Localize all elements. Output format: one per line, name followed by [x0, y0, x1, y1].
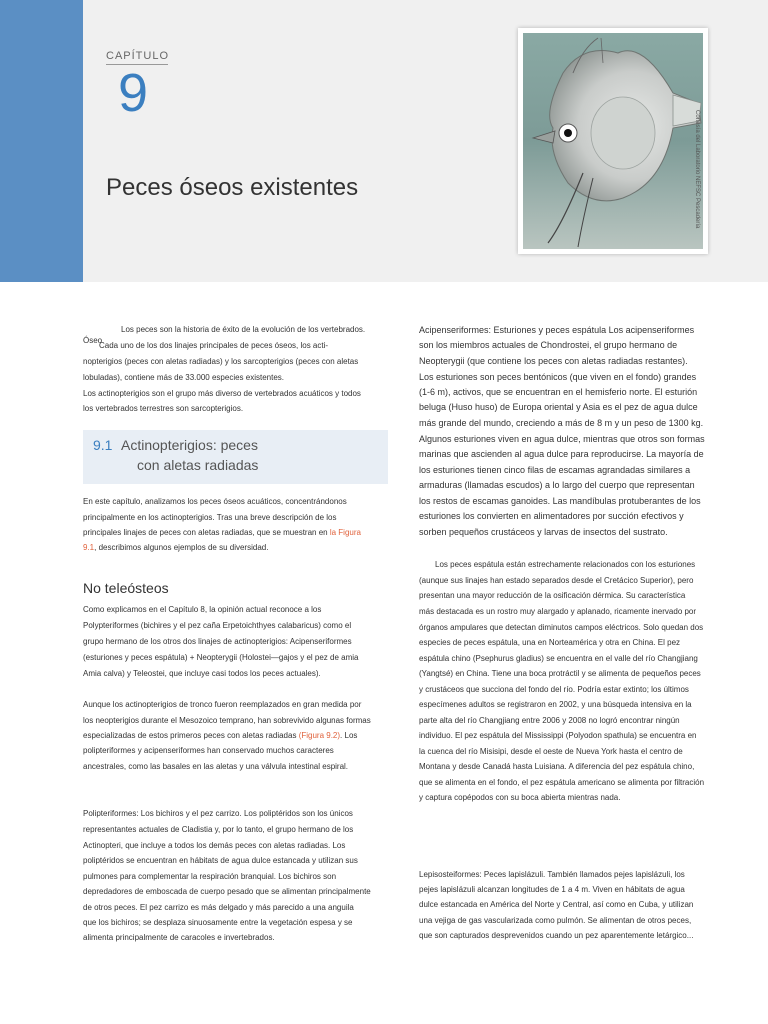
right-line: más destacada es un rostro muy alargado y aplanado, ricamente inervado por — [419, 607, 697, 616]
figure-link[interactable]: (Figura 9.2) — [298, 731, 341, 740]
chapter-number: 9 — [118, 63, 149, 123]
right-line: que son capturados desprevenidos cuando un pez aparentemente letárgico... — [419, 931, 694, 940]
right-line: la cuenca del río Misisipi, desde el oeste de Nueva York hasta el centro de — [419, 747, 683, 756]
subheading: No teleósteos — [83, 580, 169, 596]
right-line: una vejiga de gas vascularizada como pulmón. Se alimentan de otros peces, — [419, 916, 692, 925]
fish-photo — [518, 28, 708, 254]
para-line: de otros peces. El pez carrizo es más delgado y más parecido a una anguila — [83, 903, 354, 912]
para-line: Polipteriformes: Los bichiros y el pez carrizo. Los poliptéridos son los únicos — [83, 809, 353, 818]
photo-credit: Cortesía del Laboratorio NEFSC Pescadería — [694, 110, 700, 229]
para-line: depredadores de emboscada de cuerpo pesado que se alimentan principalmente — [83, 887, 371, 896]
figure-link[interactable]: la Figura — [329, 528, 361, 537]
right-line: pejes lapislázuli alcanzan longitudes de 1 a 4 m. Viven en hábitats de agua — [419, 885, 685, 894]
para-line: que los bichiros; se desplaza sinuosamente entre la vegetación espesa y se — [83, 918, 353, 927]
right-line: son los miembros actuales de Chondrostei, el grupo hermano de — [419, 340, 678, 350]
right-line: Los peces espátula están estrechamente relacionados con los esturiones — [435, 560, 696, 569]
right-line: especies de peces espátula, una en Norteamérica y otra en China. El pez — [419, 638, 681, 647]
right-line: Algunos esturiones viven en agua dulce, mientras que otros son formas — [419, 434, 705, 444]
right-line: Montana y desde Canadá hasta Luisiana. A diferencia del pez espátula chino, — [419, 762, 695, 771]
right-line: (1-6 m), activos, que se encuentran en el hemisferio norte. El esturión — [419, 387, 698, 397]
para-line: principalmente en los actinopterigios. Tras una breve descripción de los — [83, 513, 337, 522]
para-line: (esturiones y peces espátula) + Neopterygii (Holostei—gajos y el pez de amia — [83, 653, 359, 662]
para-line: Amia calva) y Teleostei, que incluye casi todos los peces actuales). — [83, 669, 321, 678]
fish-illustration — [523, 33, 703, 249]
right-line: dulce estancada en América del Norte y Central, así como en Cuba, y utilizan — [419, 900, 694, 909]
right-line: beluga (Huso huso) de Europa oriental y Asia es el pez de agua dulce — [419, 402, 698, 412]
right-line: marinas que ascienden al agua dulce para reproducirse. La mayoría de — [419, 449, 704, 459]
margin-marker: Óseo — [83, 336, 103, 345]
right-line: Acipenseriformes: Esturiones y peces espátula Los acipenseriformes — [419, 325, 695, 335]
chapter-label: CAPÍTULO — [106, 50, 168, 65]
right-line: parte alta del río Changjiang entre 2006 y 2008 no logró encontrar ningún — [419, 716, 680, 725]
para-line: poliptéridos se encuentran en hábitats de agua dulce estancada y utilizan sus — [83, 856, 358, 865]
right-line: Los esturiones son peces bentónicos (que viven en el fondo) grandes — [419, 372, 697, 382]
para-line: Como explicamos en el Capítulo 8, la opinión actual reconoce a los — [83, 605, 322, 614]
chapter-title: Peces óseos existentes — [106, 174, 359, 201]
right-line: especímenes adultos se registraron en 2002, y una búsqueda intensiva en la — [419, 700, 692, 709]
right-line: y crustáceos que succiona del fondo del río. Podría estar extinto; los últimos — [419, 685, 689, 694]
figure-link[interactable]: 9.1 — [83, 543, 95, 552]
right-line: (Yangtsé) en China. Tiene una boca protráctil y se alimenta de pequeños peces — [419, 669, 701, 678]
right-line: espátula chino (Psephurus gladius) se encuentra en el valle del río Changjiang — [419, 654, 698, 663]
para-line: ancestrales, como las basales en las aletas y una válvula intestinal espiral. — [83, 762, 349, 771]
intro-line: lobuladas), contiene más de 33.000 especies existentes. — [83, 373, 285, 382]
right-line: armaduras (llamadas escudos) a lo largo del cuerpo que representan — [419, 480, 695, 490]
para-line: representantes actuales de Cladistia y, por lo tanto, el grupo hermano de los — [83, 825, 354, 834]
intro-line: los vertebrados terrestres son sarcopterigios. — [83, 404, 244, 413]
intro-line: nopterigios (peces con aletas radiadas) y los sarcopterigios (peces con aletas — [83, 357, 359, 366]
para-line: En este capítulo, analizamos los peces óseos acuáticos, concentrándonos — [83, 497, 347, 506]
right-line: sorben pequeños crustáceos y larvas de insectos del sustrato. — [419, 527, 668, 537]
right-line: esturiones los convierten en alimentadores por succión efectivos y — [419, 511, 684, 521]
para-line: Polypteriformes (bichires y el pez caña Erpetoichthyes calabaricus) como el — [83, 621, 352, 630]
right-line: los restos de escamas ganoides. Las mandíbulas protuberantes de los — [419, 496, 701, 506]
para-line: 9.1, describimos algunos ejemplos de su diversidad. — [83, 543, 269, 552]
right-line: y captura copépodos con su boca abierta mientras nada. — [419, 793, 621, 802]
right-line: presentan una mayor reducción de la osificación dérmica. Su característica — [419, 591, 686, 600]
intro-line: Los peces son la historia de éxito de la evolución de los vertebrados. — [121, 325, 366, 334]
chapter-side-bar — [0, 0, 83, 282]
right-line: individuo. El pez espátula del Mississippi (Polyodon spathula) se encuentra en — [419, 731, 697, 740]
right-line: Neopterygii (que contiene los peces con aletas radiadas restantes). — [419, 356, 688, 366]
right-line: los esturiones tienen cinco filas de escamas agrandadas similares a — [419, 465, 691, 475]
section-number: 9.1 — [93, 437, 113, 453]
para-line: pulmones para complementar la respiración branquial. Los bichiros son — [83, 872, 337, 881]
right-line: (aunque sus linajes han estado separados desde el Cretácico Superior), pero — [419, 576, 694, 585]
para-line: polipteriformes y acipenseriformes han conservado muchos caracteres — [83, 746, 334, 755]
section-title: con aletas radiadas — [137, 457, 259, 473]
para-line: especializadas de estos primeros peces con aletas radiadas (Figura 9.2). Los — [83, 731, 358, 740]
para-line: Aunque los actinopterigios de tronco fueron reemplazados en gran medida por — [83, 700, 362, 709]
intro-line: Los actinopterigios son el grupo más diverso de vertebrados acuáticos y todos — [83, 389, 361, 398]
right-line: que se alimenta en el fondo, el pez espátula americano se alimenta por filtración — [419, 778, 705, 787]
section-title: Actinopterigios: peces — [121, 437, 258, 453]
right-line: Lepisosteiformes: Peces lapislázuli. También llamados pejes lapislázuli, los — [419, 870, 685, 879]
right-line: órganos ampulares que detectan diminutos campos eléctricos. Solo quedan dos — [419, 623, 704, 632]
para-line: grupo hermano de los otros dos linajes de actinopterigios: Acipenseriformes — [83, 637, 352, 646]
para-line: principales linajes de peces con aletas radiadas, que se muestran en la Figura — [83, 528, 361, 537]
right-line: más grande del mundo, creciendo a más de 8 m y un peso de 1300 kg. — [419, 418, 704, 428]
para-line: Actinopteri, que incluye a todos los demás peces con aletas radiadas. Los — [83, 841, 346, 850]
intro-line: Cada uno de los dos linajes principales de peces óseos, los acti- — [99, 341, 329, 350]
para-line: los neopterigios durante el Mesozoico temprano, han sobrevivido algunas formas — [83, 716, 371, 725]
para-line: alimenta principalmente de caracoles e invertebrados. — [83, 933, 275, 942]
